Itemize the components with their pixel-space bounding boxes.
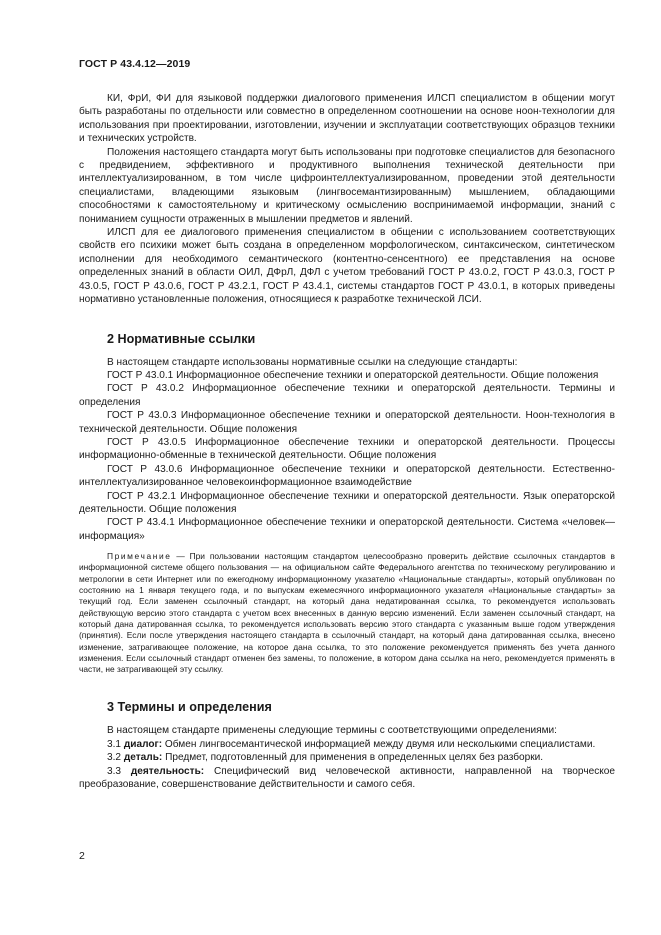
term-number: 3.1 xyxy=(107,738,124,750)
section-3-lead: В настоящем стандарте применены следующие термины с соответствующими определениями: xyxy=(107,725,557,737)
term-name: деятельность: xyxy=(130,765,205,777)
document-body xyxy=(79,92,615,791)
term-name: диалог: xyxy=(123,738,163,750)
normative-reference: ГОСТ Р 43.0.5 Информационное обеспечение техники и операторской деятельности. Процессы информационно-обменные в технической деятельности. Общие положения xyxy=(79,436,615,462)
standard-header: ГОСТ Р 43.4.12—2019 xyxy=(79,58,191,70)
term-number: 3.3 xyxy=(107,765,131,777)
term-definition xyxy=(79,738,615,751)
section-2-lead: В настоящем стандарте использованы нормативные ссылки на следующие стандарты: xyxy=(107,356,518,368)
intro-paragraph: Положения настоящего стандарта могут быть использованы при подготовке специалистов для безопасного с предвидением, эффективного и продуктивного выполнения технической деятельности при интеллектуализированном, в том числе цифроинтеллектуализированном, проведении этой деятельности специалистами, владеющими языковым (лингвосемантизированным) мышлением, обладающими способностями к самостоятельному и критическому осмыслению воспринимаемой информации, знаний с пониманием сущности отраженных в мышлении предметов и явлений. xyxy=(79,146,615,225)
term-text: Специфический вид человеческой активности, направленной на творческое преобразование, совершенствование действительности и самого себя. xyxy=(79,765,615,791)
normative-reference: ГОСТ Р 43.0.1 Информационное обеспечение техники и операторской деятельности. Общие положения xyxy=(107,369,599,381)
term-number: 3.2 xyxy=(107,752,124,764)
section-2-title: 2 Нормативные ссылки xyxy=(107,331,256,346)
term-definition xyxy=(79,751,615,764)
normative-reference: ГОСТ Р 43.4.1 Информационное обеспечение техники и операторской деятельности. Система «человек—информация» xyxy=(79,517,615,542)
normative-reference: ГОСТ Р 43.0.6 Информационное обеспечение техники и операторской деятельности. Естественно-интеллектуализированное человекоинформационное взаимодействие xyxy=(79,463,615,489)
note-text: — При пользовании настоящим стандартом целесообразно проверить действие ссылочных стандартов в информационной системе общего пользования — на официальном сайте Федерального агентства по техническому регулированию и метрологии в сети Интернет или по ежегодному информационному указателю «Национальные стандарты», который опубликован по состоянию на 1 января текущего года, и по выпускам ежемесячного информационного указателя «Национальные стандарты» за текущий год. Если заменен ссылочный стандарт, на который дана недатированная ссылка, то рекомендуется использовать действующую версию этого стандарта с учетом всех внесенных в данную версию изменений. Если заменен ссылочный стандарт, на который дана датированная ссылка, то рекомендуется использовать версию этого стандарта с указанным выше годом утверждения (принятия). Если после утверждения настоящего стандарта в ссылочный стандарт, на который дана датированная ссылка, внесено изменение, затрагивающее положение, на которое дана ссылка, то это положение рекомендуется применять без учета данного изменения. Если ссылочный стандарт отменен без замены, то положение, в котором дана ссылка на него, рекомендуется применять в части, не затрагивающей эту ссылку. xyxy=(79,551,615,675)
note-label: Примечание xyxy=(107,551,172,562)
term-text: Обмен лингвосемантической информацией между двумя или несколькими специалистами. xyxy=(162,738,596,750)
reference-note xyxy=(79,551,615,675)
normative-reference: ГОСТ Р 43.0.3 Информационное обеспечение техники и операторской деятельности. Ноон-технология в технической деятельности. Общие положения xyxy=(79,410,615,435)
normative-reference: ГОСТ Р 43.2.1 Информационное обеспечение техники и операторской деятельности. Язык операторской деятельности. Общие положения xyxy=(79,490,615,515)
intro-paragraph: ИЛСП для ее диалогового применения специалистом в общении с использованием соответствующих свойств его психики может быть создана в определенном морфологическом, синтаксическом, синтетическом исполнении для необходимого семантического (контентно-сенсентного) ее представления на основе определенных знаний в области ОИЛ, ДФрЛ, ДФЛ с учетом требований ГОСТ Р 43.0.2, ГОСТ Р 43.0.3, ГОСТ Р 43.0.5, ГОСТ Р 43.0.6, ГОСТ Р 43.2.1, ГОСТ Р 43.4.1, системы стандартов ГОСТ Р 43.0.1, в которых приведены нормативно установленные положения, относящиеся к разработке технической ЛСИ. xyxy=(79,227,615,306)
intro-paragraph: КИ, ФрИ, ФИ для языковой поддержки диалогового применения ИЛСП специалистом в общении могут быть разработаны по отдельности или совместно в определенном соотношении на основе ноон-технологии для использования при проектировании, изготовлении, изучении и эксплуатации соответствующих образцов техники и технических устройств. xyxy=(79,93,615,145)
section-3-title: 3 Термины и определения xyxy=(107,700,272,715)
term-name: деталь: xyxy=(123,752,163,764)
page-number: 2 xyxy=(79,850,85,862)
normative-reference: ГОСТ Р 43.0.2 Информационное обеспечение техники и операторской деятельности. Термины и определения xyxy=(79,383,615,408)
term-definition xyxy=(79,765,615,792)
term-text: Предмет, подготовленный для применения в определенных целях без разборки. xyxy=(162,752,544,764)
